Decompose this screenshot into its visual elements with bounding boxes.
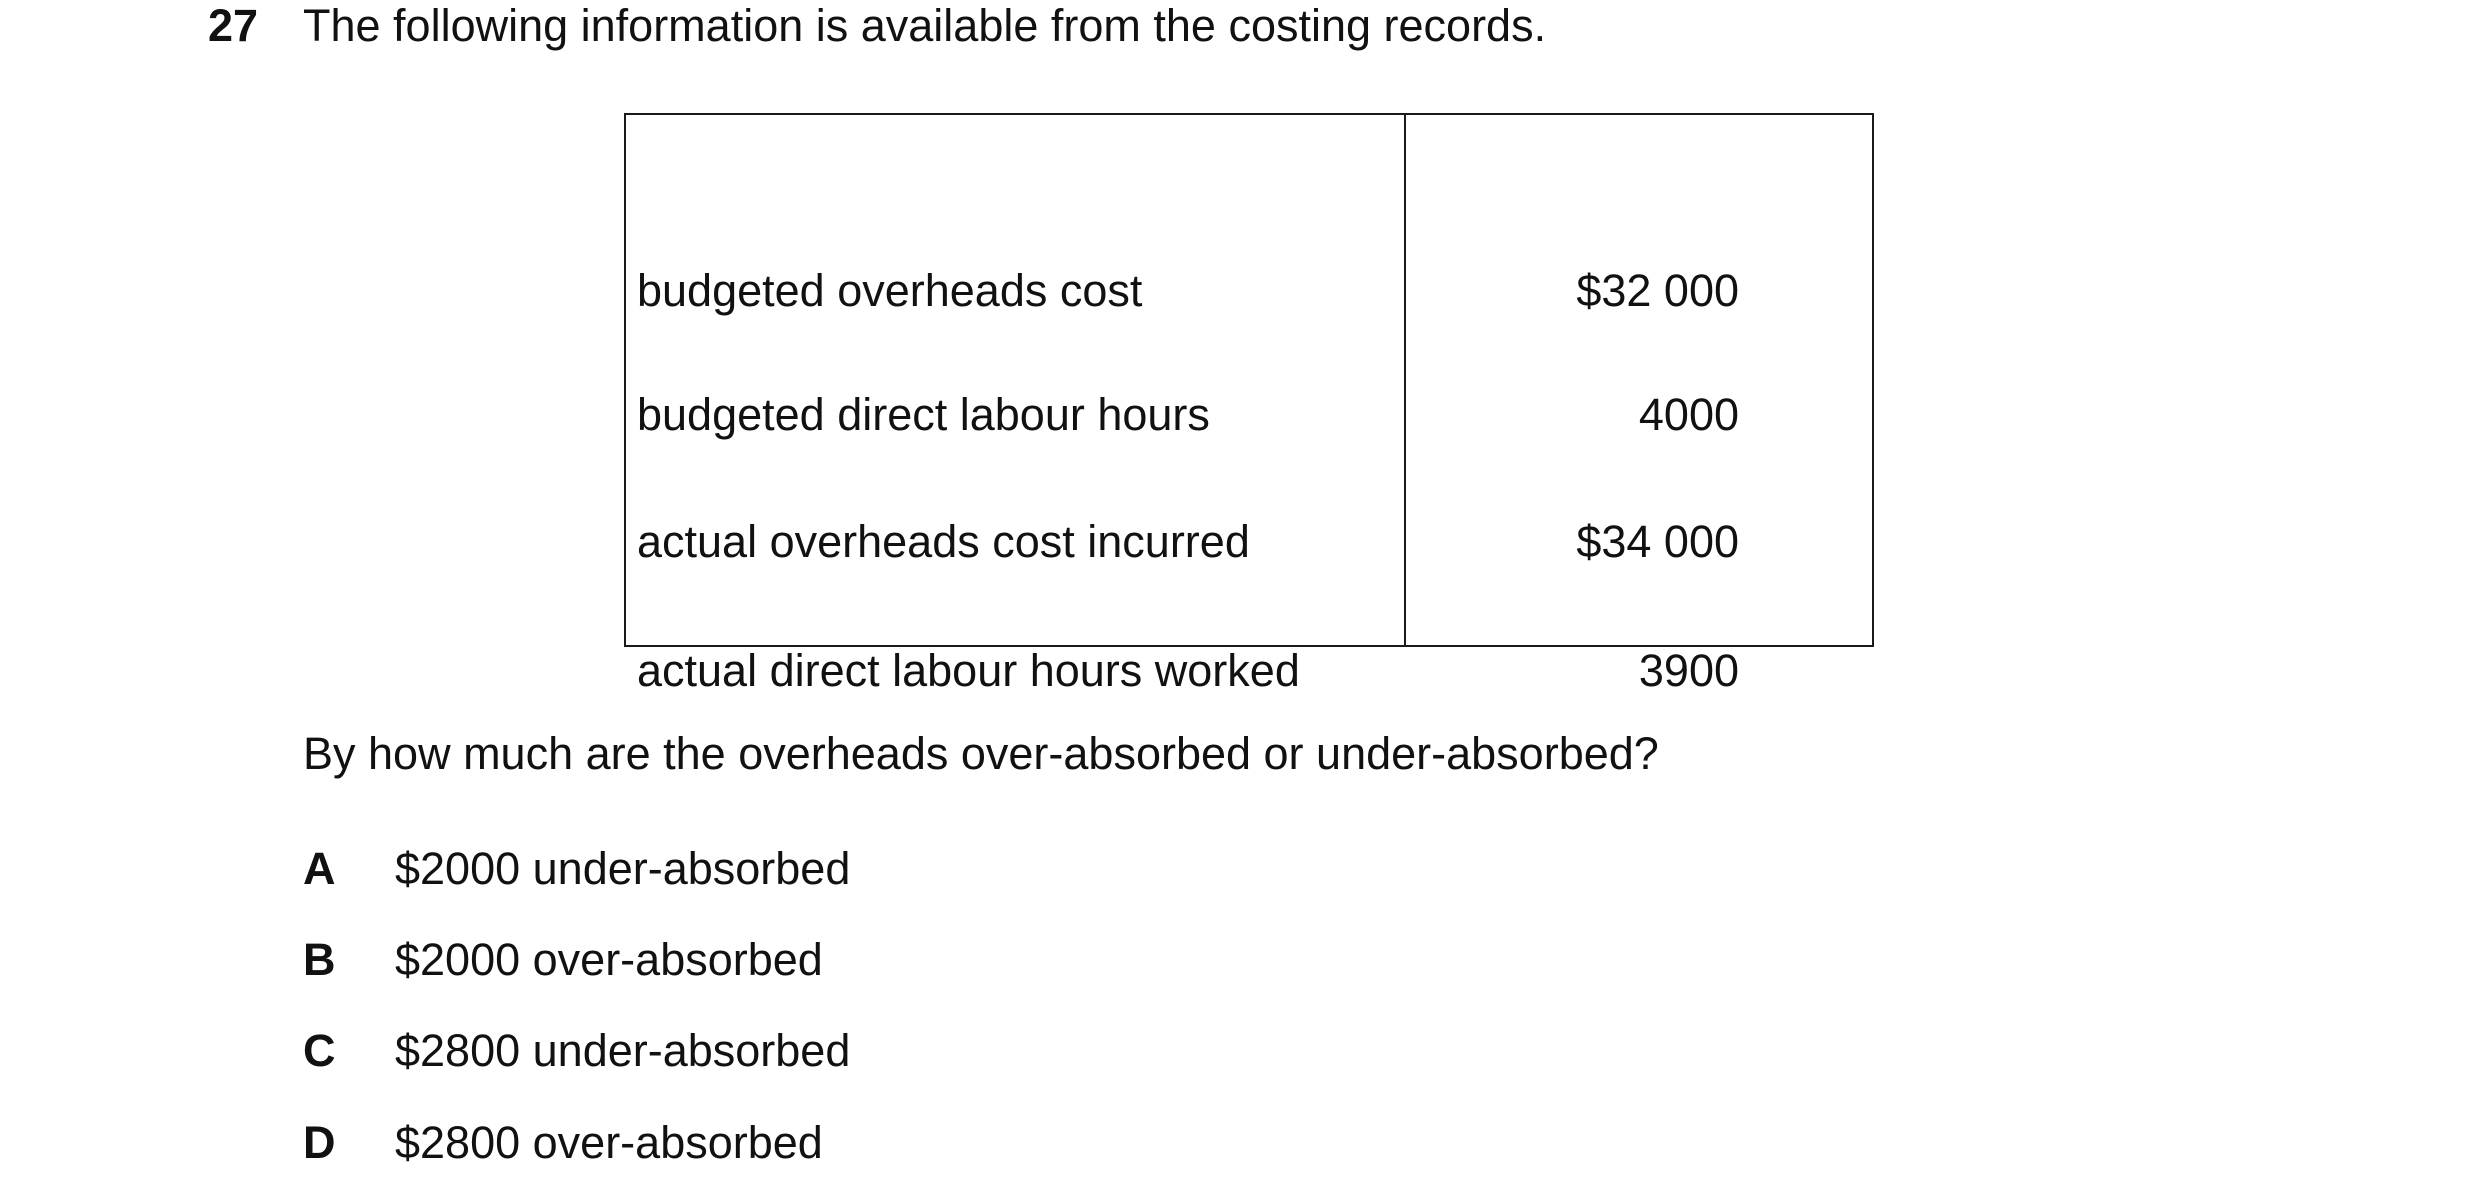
table-row-label: actual direct labour hours worked <box>637 645 1300 696</box>
question-number: 27 <box>208 0 259 51</box>
question-stem: The following information is available from the costing records. <box>303 0 1547 51</box>
option-letter: B <box>303 934 336 985</box>
option-c[interactable] <box>303 1025 1203 1077</box>
table-row <box>626 261 1872 321</box>
table-row-value: $32 000 <box>1576 265 1739 316</box>
option-text: $2800 over-absorbed <box>395 1117 823 1168</box>
table-row-label: actual overheads cost incurred <box>637 516 1250 567</box>
option-b[interactable] <box>303 934 1203 986</box>
costing-table <box>624 113 1874 696</box>
option-d[interactable] <box>303 1117 1203 1169</box>
option-a[interactable] <box>303 843 1203 895</box>
table-row-value: $34 000 <box>1576 516 1739 567</box>
option-text: $2800 under-absorbed <box>395 1025 851 1076</box>
table-row-label: budgeted overheads cost <box>637 265 1143 316</box>
option-text: $2000 over-absorbed <box>395 934 823 985</box>
question-prompt: By how much are the overheads over-absorbed or under-absorbed? <box>303 728 1659 779</box>
option-text: $2000 under-absorbed <box>395 843 851 894</box>
table-row-value: 3900 <box>1638 645 1739 696</box>
option-letter: D <box>303 1117 336 1168</box>
table-row <box>626 512 1872 572</box>
option-letter: A <box>303 843 336 894</box>
table-row-label: budgeted direct labour hours <box>637 389 1210 440</box>
option-letter: C <box>303 1025 336 1076</box>
table-row-value: 4000 <box>1638 389 1739 440</box>
table-row <box>626 641 1872 701</box>
table-row <box>626 385 1872 445</box>
